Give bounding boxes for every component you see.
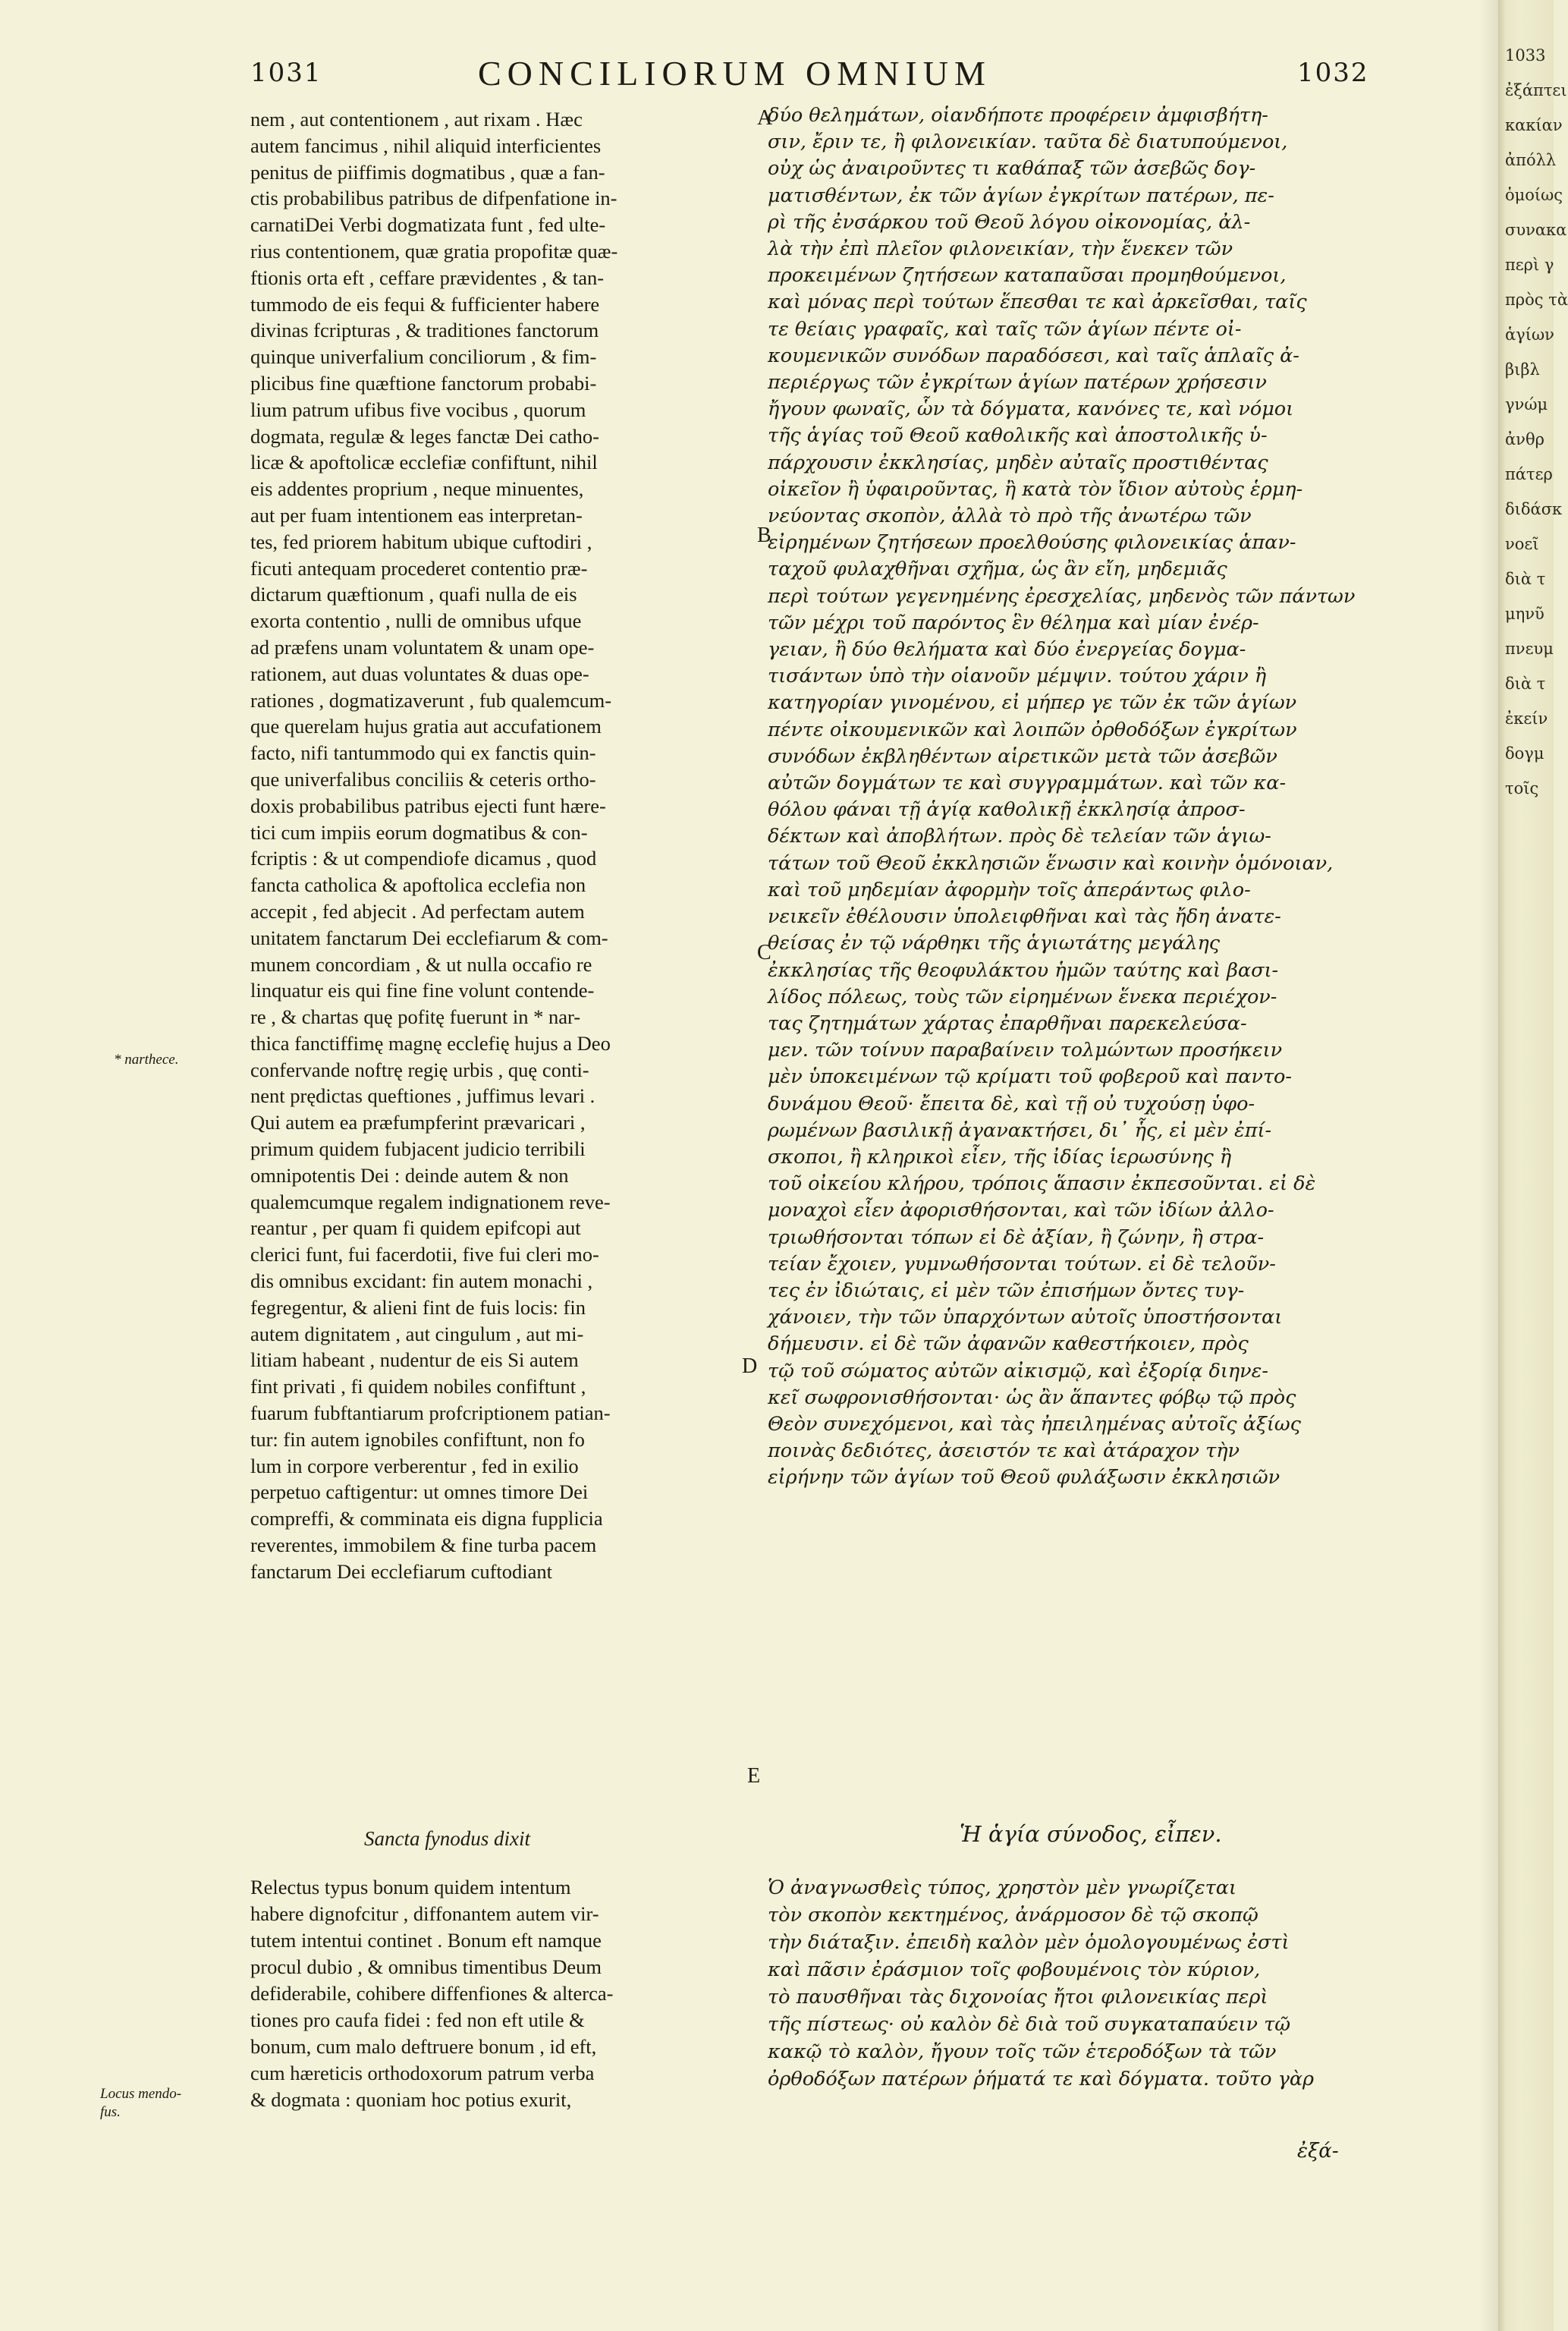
latin-text-line: doxis probabilibus patribus ejecti funt hære- [250,794,606,817]
latin-text-line: ctis probabilibus patribus de difpenfatione in- [250,187,617,210]
greek-text-line: ταχοῦ φυλαχθῆναι σχῆμα, ὡς ἂν εἴη, μηδεμιᾶς [768,558,1227,581]
edge-text-fragment: διδάσκ [1505,500,1563,518]
greek-text-line: τῆς πίστεως· οὐ καλὸν δὲ διὰ τοῦ συγκαταπαύειν τῷ [768,2013,1291,2036]
latin-text-line: tur: fin autem ignobiles confiftunt, non fo [250,1427,585,1451]
greek-text-line: περιέργως τῶν ἐγκρίτων ἁγίων πατέρων χρήσεσιν [768,371,1267,395]
greek-text-line: λὰ τὴν ἐπὶ πλεῖον φιλονεικίαν, τὴν ἕνεκεν τῶν [768,238,1233,261]
greek-text-line: εἰρήνην τῶν ἁγίων τοῦ Θεοῦ φυλάξωσιν ἐκκλησιῶν [768,1466,1280,1490]
margin-note-locus: Locus mendo- fus. [100,2086,182,2120]
greek-text-line: τῆς ἁγίας τοῦ Θεοῦ καθολικῆς καὶ ἀποστολικῆς ὑ- [768,424,1268,448]
greek-text-line: περὶ τούτων γεγενημένης ἐρεσχελίας, μηδενὸς τῶν πάντων [768,584,1356,608]
latin-text-line: divinas fcripturas , & traditiones fanctorum [250,319,599,342]
greek-column [768,102,1405,1492]
latin-text-line: licæ & apoftolicæ ecclefiæ confiftunt, nihil [250,451,598,474]
edge-text-fragment: συνακα [1505,221,1567,239]
latin-text-line: nem , aut contentionem , aut rixam . Hæc [250,108,583,131]
greek-text-line: τες ἐν ἰδιώταις, εἰ μὲν τῶν ἐπισήμων ὄντες τυγ- [768,1279,1245,1302]
edge-text-fragment: ἀπόλλ [1505,151,1557,169]
greek-text-line: καὶ πᾶσιν ἐράσμιον τοῖς φοβουμένοις τὸν κύριον, [768,1958,1261,1981]
latin-text-line: autem fancimus , nihil aliquid interficientes [250,134,602,157]
latin-text-line: facto, nifi tantummodo qui ex fanctis quin- [250,741,596,765]
latin-text-line: ficuti antequam procederet contentio præ- [250,556,588,580]
latin-text-line: tutem intentui continet . Bonum eft namque [250,1929,602,1952]
latin-text-line: bonum, cum malo deftruere bonum , id eft, [250,2035,597,2058]
greek-text-line: προκειμένων ζητήσεων καταπαῦσαι προμηθούμενοι, [768,264,1287,288]
margin-note-narthece: * narthece. [114,1052,179,1068]
greek-text-line: τῶν μέχρι τοῦ παρόντος ἓν θέλημα καὶ μίαν ἐνέρ- [768,611,1259,634]
section-marker-d: D [742,1354,758,1378]
latin-text-line: habere dignofcitur , diffonantem autem vir- [250,1902,599,1925]
greek-text-line: τισάντων ὑπὸ τὴν οἱανοῦν μέμψιν. τούτου χάριν ἢ [768,665,1267,688]
latin-text-line: que univerfalibus conciliis & ceteris ortho- [250,767,596,791]
latin-text-line: rationem, aut duas voluntates & duas ope- [250,662,589,685]
greek-text-line: ρὶ τῆς ἐνσάρκου τοῦ Θεοῦ λόγου οἰκονομίας, ἀλ- [768,210,1251,234]
latin-text-line: ftionis orta eft , ceffare prævidentes , & tan- [250,266,605,289]
edge-text-fragment: νοεῖ [1505,535,1539,553]
latin-text-line: tici cum impiis eorum dogmatibus & con- [250,820,588,844]
greek-text-line: καὶ τοῦ μηδεμίαν ἀφορμὴν τοῖς ἀπεράντως φιλο- [768,878,1251,901]
greek-text-line: ματισθέντων, ἐκ τῶν ἁγίων ἐγκρίτων πατέρων, πε- [768,184,1274,207]
greek-text-line: δέκτων καὶ ἀποβλήτων. πρὸς δὲ τελείαν τῶν ἁγιω- [768,825,1271,848]
greek-text-line: ὀρθοδόξων πατέρων ῥήματά τε καὶ δόγματα. τοῦτο γὰρ [768,2068,1315,2090]
edge-text-fragment: μηνῦ [1505,605,1544,623]
latin-text-line: penitus de piiffimis dogmatibus , quæ a fan- [250,160,605,184]
greek-text-line: τριωθήσονται τόπων εἰ δὲ ἀξίαν, ἢ ζώνην, ἢ στρα- [768,1225,1265,1249]
edge-text-fragment: διὰ τ [1505,570,1546,588]
greek-text-line: κακῷ τὸ καλὸν, ἤγουν τοῖς τῶν ἑτεροδόξων τὰ τῶν [768,2040,1277,2063]
latin-text-line: tummodo de eis fequi & fufficienter habere [250,292,600,316]
latin-text-line: re , & chartas quę pofitę fuerunt in * nar- [250,1005,581,1029]
greek-text-line: τὸν σκοπὸν κεκτημένος, ἀνάρμοσον δὲ τῷ σκοπῷ [768,1904,1258,1927]
edge-text-fragment: γνώμ [1505,395,1548,414]
latin-text-line: litiam habeant , nudentur de eis Si autem [250,1348,579,1372]
latin-text-line: linquatur eis qui fine fine volunt contende- [250,979,595,1002]
page-number-right: 1032 [1297,58,1369,88]
greek-text-line: τὴν διάταξιν. ἐπειδὴ καλὸν μὲν ὁμολογουμένως ἐστὶ [768,1931,1290,1954]
latin-text-line: tiones pro caufa fidei : fed non eft utile & [250,2009,585,2031]
greek-text-line: λίδος πόλεως, τοὺς τῶν εἰρημένων ἕνεκα περιέχον- [768,985,1277,1008]
greek-text-line: θείσας ἐν τῷ νάρθηκι τῆς ἁγιωτάτης μεγάλης [768,932,1221,955]
edge-text-fragment: βιβλ [1505,360,1540,379]
latin-text-line: accepit , fed abjecit . Ad perfectam autem [250,899,585,923]
latin-text-line: carnatiDei Verbi dogmatizata funt , fed ulte- [250,213,606,237]
latin-column-continued [250,1874,751,2113]
latin-text-line: & dogmata : quoniam hoc potius exurit, [250,2088,572,2111]
greek-text-line: χάνοιεν, τὴν τῶν ὑπαρχόντων αὐτοῖς ὑποστήσονται [768,1306,1283,1329]
edge-text-fragment: 1033 [1505,46,1546,64]
edge-text-fragment: πνευμ [1505,640,1554,658]
greek-text-line: μὲν ὑποκειμένων τῷ κρίματι τοῦ φοβεροῦ καὶ παντο- [768,1065,1293,1089]
latin-text-line: quinque univerfalium conciliorum , & fim- [250,345,597,369]
latin-text-line: lum in corpore verberentur , fed in exilio [250,1454,579,1477]
latin-text-line: tes, fed priorem habitum ubique cuftodiri , [250,530,592,553]
greek-text-line: δυνάμου Θεοῦ· ἔπειτα δὲ, καὶ τῇ οὐ τυχούσῃ ὑφο- [768,1092,1255,1115]
latin-text-line: reverentes, immobilem & fine turba pacem [250,1534,597,1557]
latin-text-line: fint privati , fi quidem nobiles confiftunt , [250,1375,586,1398]
latin-text-line: omnipotentis Dei : deinde autem & non [250,1163,569,1187]
greek-text-line: κατηγορίαν γινομένου, εἰ μήπερ γε τῶν ἐκ τῶν ἁγίων [768,691,1297,715]
greek-text-line: τε θείαις γραφαῖς, καὶ ταῖς τῶν ἁγίων πέντε οἰ- [768,317,1242,341]
greek-text-line: τὸ παυσθῆναι τὰς διχονοίας ἤτοι φιλονεικίας περὶ [768,1986,1268,2009]
greek-text-line: οἰκεῖον ἢ ὑφαιροῦντας, ἢ κατὰ τὸν ἴδιον αὐτοὺς ἑρμη- [768,477,1303,501]
latin-section-heading: Sancta fynodus dixit [364,1827,530,1850]
edge-text-fragment: δογμ [1505,744,1544,763]
latin-column [250,106,751,1585]
latin-text-line: qualemcumque regalem indignationem reve- [250,1190,611,1213]
latin-text-line: reantur , per quam fi quidem epifcopi aut [250,1216,581,1240]
latin-text-line: cum hæreticis orthodoxorum patrum verba [250,2062,595,2084]
edge-text-fragment: ἀνθρ [1505,430,1544,448]
latin-text-line: clerici funt, fui facerdotii, five fui cleri mo- [250,1243,599,1266]
edge-text-fragment: διὰ τ [1505,675,1546,693]
latin-text-line: plicibus fine quæftione fanctorum probabi- [250,371,597,395]
section-marker-b: B [757,524,771,547]
latin-text-line: rationes , dogmatizaverunt , fub qualemcum- [250,688,612,712]
greek-text-line: πάρχουσιν ἐκκλησίας, μηδὲν αὐταῖς προστιθέντας [768,451,1268,474]
greek-section-heading: Ἡ ἁγία σύνοδος, εἶπεν. [960,1821,1222,1847]
latin-text-line: eis addentes proprium , neque minuentes, [250,477,584,501]
greek-column-continued [768,1874,1405,2093]
greek-text-line: θόλου φάναι τῇ ἁγίᾳ καθολικῇ ἐκκλησίᾳ ἀπροσ- [768,798,1246,822]
section-marker-e: E [747,1764,761,1788]
latin-text-line: dictarum quæftionum , quafi nulla de eis [250,583,577,606]
greek-text-line: δήμευσιν. εἰ δὲ τῶν ἀφανῶν καθεστήκοιεν, πρὸς [768,1332,1249,1356]
latin-text-line: dogmata, regulæ & leges fanctæ Dei catho- [250,424,599,448]
greek-text-line: νεικεῖν ἐθέλουσιν ὑπολειφθῆναι καὶ τὰς ἤδη ἀνατε- [768,905,1281,929]
latin-text-line: compreffi, & comminata eis digna fupplicia [250,1507,603,1530]
greek-text-line: ἤγουν φωναῖς, ὧν τὰ δόγματα, κανόνες τε, καὶ νόμοι [768,398,1294,421]
edge-text-fragment: ἐκείν [1505,709,1548,728]
greek-text-line: αὐτῶν δογμάτων τε καὶ συγγραμμάτων. καὶ τῶν κα- [768,772,1287,795]
greek-text-line: τῷ τοῦ σώματος αὐτῶν αἰκισμῷ, καὶ ἐξορίᾳ διηνε- [768,1359,1268,1383]
latin-text-line: dis omnibus excidant: fin autem monachi , [250,1269,593,1293]
latin-text-line: perpetuo caftigentur: ut omnes timore Dei [250,1480,589,1504]
latin-text-line: defiderabile, cohibere diffenfiones & alterca- [250,1982,614,2005]
latin-text-line: primum quidem fubjacent judicio terribili [250,1137,586,1161]
running-title: CONCILIORUM OMNIUM [478,54,991,93]
greek-text-line: ρωμένων βασιλικῇ ἀγανακτήσει, δι᾿ ἧς, εἰ μὲν ἐπί- [768,1118,1272,1142]
latin-text-line: Qui autem ea præfumpferint prævaricari , [250,1111,586,1134]
greek-text-line: καὶ μόνας περὶ τούτων ἕπεσθαι τε καὶ ἀρκεῖσθαι, ταῖς [768,291,1307,314]
edge-text-fragment: ἐξάπτει [1505,81,1567,99]
greek-text-line: ποινὰς δεδιότες, ἀσειστόν τε καὶ ἀτάραχον τὴν [768,1439,1240,1463]
latin-text-line: nent prędictas queftiones , juffimus levari . [250,1084,595,1108]
greek-text-line: γειαν, ἢ δύο θελήματα καὶ δύο ἐνεργείας δογμα- [768,638,1246,662]
latin-text-line: thica fanctiffimę magnę ecclefię hujus a Deo [250,1031,611,1055]
greek-text-line: δύο θελημάτων, οἱανδήποτε προφέρειν ἀμφισβήτη- [768,104,1268,127]
edge-text-fragment: πάτερ [1505,465,1553,483]
edge-text-fragment: ἁγίων [1505,326,1554,344]
latin-text-line: fuarum fubftantiarum profcriptionem patian- [250,1401,611,1425]
greek-text-line: τάτων τοῦ Θεοῦ ἐκκλησιῶν ἕνωσιν καὶ κοινὴν ὁμόνοιαν, [768,851,1334,875]
latin-text-line: fancta catholica & apoftolica ecclefia non [250,873,586,897]
section-marker-a: A [757,106,773,130]
latin-text-line: unitatem fanctarum Dei ecclefiarum & com- [250,926,608,949]
gutter-shadow [1479,0,1498,2331]
catchword: ἐξά- [1297,2140,1339,2163]
edge-text-fragment: περὶ γ [1505,256,1554,274]
edge-text-fragment: τοῖς [1505,779,1539,797]
greek-text-line: Ὁ ἀναγνωσθεὶς τύπος, χρηστὸν μὲν γνωρίζεται [768,1876,1236,1899]
greek-text-line: σιν, ἔριν τε, ἢ φιλονεικίαν. ταῦτα δὲ διατυπούμενοι, [768,131,1288,154]
next-page-edge-text [1505,38,1568,2314]
latin-text-line: aut per fuam intentionem eas interpretan- [250,503,583,527]
greek-text-line: σκοποι, ἢ κληρικοὶ εἶεν, τῆς ἰδίας ἱερωσύνης ἢ [768,1145,1232,1169]
running-header [0,53,1498,99]
latin-text-line: autem dignitatem , aut cingulum , aut mi- [250,1322,584,1345]
greek-text-line: πέντε οἰκουμενικῶν καὶ λοιπῶν ὀρθοδόξων ἐγκρίτων [768,718,1297,741]
latin-text-line: procul dubio , & omnibus timentibus Deum [250,1955,602,1978]
latin-text-line: rius contentionem, quæ gratia propofitæ quæ- [250,239,618,263]
greek-text-line: κουμενικῶν συνόδων παραδόσεσι, καὶ ταῖς ἁπλαῖς ἀ- [768,344,1299,367]
latin-text-line: ad præfens unam voluntatem & unam ope- [250,635,595,659]
edge-text-fragment: πρὸς τὰ [1505,291,1568,309]
greek-text-line: συνόδων ἐκβληθέντων αἱρετικῶν μετὰ τῶν ἀσεβῶν [768,744,1277,768]
edge-text-fragment: κακίαν [1505,116,1563,134]
latin-text-line: Relectus typus bonum quidem intentum [250,1876,571,1898]
greek-text-line: μεν. τῶν τοίνυν παραβαίνειν τολμώντων προσήκειν [768,1039,1283,1062]
latin-text-line: que querelam hujus gratia aut accufationem [250,715,602,738]
greek-text-line: τας ζητημάτων χάρτας ἐπαρθῆναι παρεκελεύσα- [768,1011,1247,1035]
latin-text-line: fcriptis : & ut compendiofe dicamus , quod [250,847,597,870]
latin-text-line: fanctarum Dei ecclefiarum cuftodiant [250,1559,553,1583]
greek-text-line: τείαν ἔχοιεν, γυμνωθήσονται τούτων. εἰ δὲ τελοῦν- [768,1252,1276,1276]
greek-text-line: μοναχοὶ εἶεν ἀφορισθήσονται, καὶ τῶν ἰδίων ἀλλο- [768,1199,1274,1222]
greek-text-line: εἰρημένων ζητήσεων προελθούσης φιλονεικίας ἁπαν- [768,531,1296,555]
latin-text-line: exorta contentio , nulli de omnibus ufque [250,609,582,633]
greek-text-line: οὐχ ὡς ἀναιροῦντες τι καθάπαξ τῶν ἀσεβῶς δογ- [768,157,1256,181]
section-marker-c: C [757,941,771,964]
latin-text-line: lium patrum ufibus five vocibus , quorum [250,398,586,421]
latin-text-line: munem concordiam , & ut nulla occafio re [250,952,592,976]
greek-text-line: κεῖ σωφρονισθήσονται· ὡς ἂν ἅπαντες φόβῳ τῷ πρὸς [768,1386,1296,1409]
greek-text-line: ἐκκλησίας τῆς θεοφυλάκτου ἡμῶν ταύτης καὶ βασι- [768,958,1279,982]
edge-text-fragment: ὁμοίως [1505,186,1563,204]
latin-text-line: confervande noftrę regię urbis , quę conti- [250,1058,589,1081]
greek-text-line: τοῦ οἰκείου κλήρου, τρόποις ἅπασιν ἐκπεσοῦνται. εἰ δὲ [768,1172,1316,1196]
latin-text-line: fegregentur, & alieni fint de fuis locis: fin [250,1295,586,1319]
greek-text-line: νεύοντας σκοπὸν, ἀλλὰ τὸ πρὸ τῆς ἀνωτέρω τῶν [768,505,1252,528]
page-number-left: 1031 [250,58,322,88]
greek-text-line: Θεὸν συνεχόμενοι, καὶ τὰς ἠπειλημένας αὐτοῖς ἀξίως [768,1412,1301,1436]
